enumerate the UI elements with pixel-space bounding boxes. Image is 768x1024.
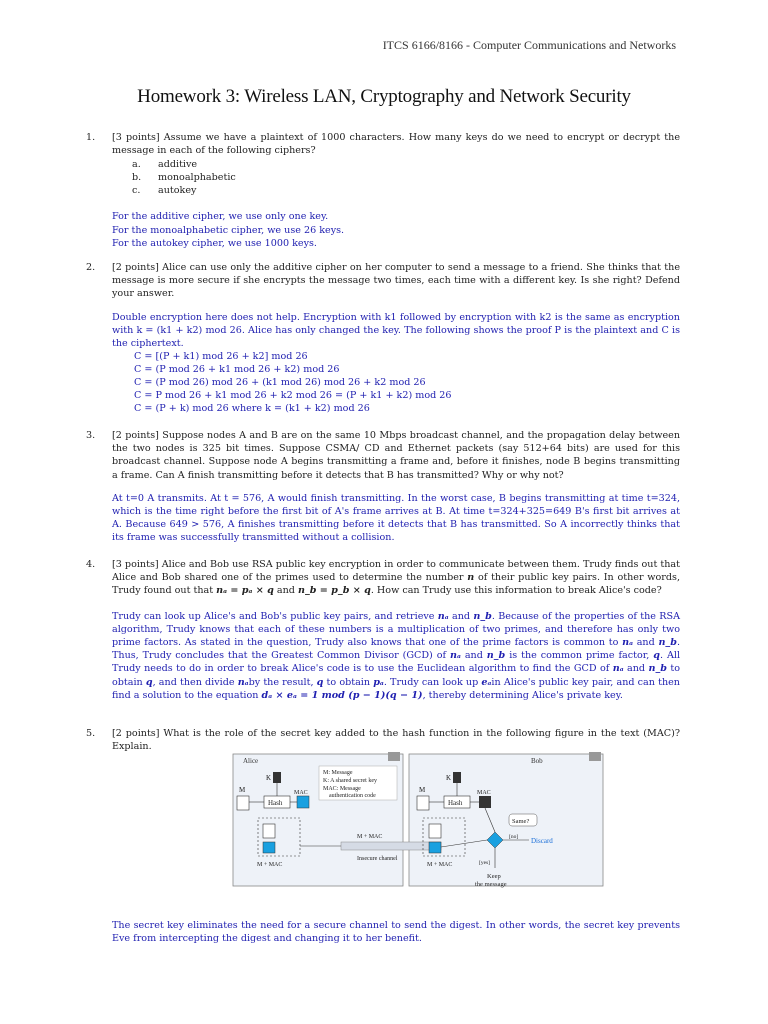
math-symbol: n <box>467 572 475 584</box>
mac-label: MAC <box>477 790 491 796</box>
text-run: [3 points] Alice and Bob use RSA public key encryption in order to communicate between them. Trudy finds out that Alice and Bob shared one of the primes used to determine the number <box>112 559 680 584</box>
text-run: , and then divide <box>152 676 238 688</box>
option-text: additive <box>158 159 198 171</box>
equation-line: C = (P mod 26 + k1 mod 26 + k2) mod 26 <box>134 364 340 376</box>
insecure-channel <box>341 842 441 850</box>
question-text <box>112 558 680 598</box>
question-1 <box>88 131 680 250</box>
mac-block <box>429 842 441 853</box>
math-symbol: n_b <box>658 637 677 649</box>
text-run: by the result, <box>248 676 317 688</box>
text-run: . How can Trudy use this information to break Alice's code? <box>370 585 662 597</box>
packet-label: M + MAC <box>257 862 283 868</box>
mac-block <box>479 796 491 808</box>
legend-line: MAC: Message <box>323 786 361 792</box>
question-number: 3. <box>86 430 96 441</box>
option-text: autokey <box>158 185 197 197</box>
text-run: Trudy can look up Alice's and Bob's public key pairs, and retrieve <box>112 610 438 622</box>
question-number: 1. <box>86 132 96 143</box>
math-expression: nₐ = pₐ × q <box>216 585 274 597</box>
option-letter: b. <box>132 172 142 184</box>
alice-label: Alice <box>243 757 259 765</box>
message-doc-icon <box>263 824 275 838</box>
question-4 <box>88 558 680 702</box>
key-icon <box>453 772 461 783</box>
text-run: . Trudy can look up <box>383 676 482 688</box>
math-symbol: nₐ <box>622 637 634 649</box>
text-run: . Because of the properties of the RSA algorithm, Trudy knows that each of these numbers is a multiplication of two primes, and therefore has only two prime factors. As stated in the question, Trudy also knows that one of the prime factors is common to <box>112 610 680 649</box>
channel-caption: Insecure channel <box>357 856 398 862</box>
hash-label: Hash <box>448 799 463 807</box>
equation-line: C = P mod 26 + k1 mod 26 + k2 mod 26 = (P + k1 + k2) mod 26 <box>134 390 452 402</box>
channel-label: M + MAC <box>357 834 383 840</box>
mac-diagram <box>231 752 607 910</box>
math-symbol: nₐ <box>449 650 461 662</box>
math-symbol: nₐ <box>237 676 249 688</box>
math-symbol: nₐ <box>612 663 624 675</box>
option-item <box>132 158 680 171</box>
keep-label: the message <box>475 881 507 888</box>
answer-text: At t=0 A transmits. At t = 576, A would finish transmitting. In the worst case, B begins transmitting at time t=324, which is the time right before the first bit of A's frame arrives at B. At time t=324+325=649 B's first bit arrives at A. Because 649 > 576, A finishes transmitting before it detects that B has transmitted. So A incorrectly thinks that its frame was successfully transmitted without a collision. <box>112 492 680 544</box>
text-run: , thereby determining Alice's private key. <box>422 689 623 701</box>
answer-block <box>112 210 680 250</box>
math-expression: dₐ × eₐ = 1 mod (p − 1)(q − 1) <box>261 689 423 701</box>
mac-label: MAC <box>294 790 308 796</box>
same-label: Same? <box>512 818 530 825</box>
question-number: 5. <box>86 728 96 739</box>
option-item <box>132 171 680 184</box>
key-icon <box>273 772 281 783</box>
text-run: and <box>273 585 298 597</box>
course-header: ITCS 6166/8166 - Computer Communications and Networks <box>382 38 676 52</box>
packet-label: M + MAC <box>427 862 453 868</box>
math-symbol: n_b <box>486 650 506 662</box>
answer-block <box>112 919 680 945</box>
question-text: [2 points] What is the role of the secret key added to the hash function in the following figure in the text (MAC)? Explain. <box>112 728 680 753</box>
page-title: Homework 3: Wireless LAN, Cryptography and Network Security <box>137 86 631 107</box>
message-doc-icon <box>417 796 429 810</box>
question-5 <box>88 727 680 753</box>
keep-label: Keep <box>487 873 501 880</box>
answer-line: For the autokey cipher, we use 1000 keys. <box>112 237 317 249</box>
message-label: M <box>239 786 246 794</box>
text-run: and <box>460 650 487 662</box>
legend-line: M: Message <box>323 770 353 776</box>
text-run: and <box>633 637 659 649</box>
message-label: M <box>419 786 426 794</box>
hash-label: Hash <box>268 799 283 807</box>
question-3 <box>88 429 680 545</box>
key-label: K <box>266 774 272 782</box>
question-text: [3 points] Assume we have a plaintext of 1000 characters. How many keys do we need to encrypt or decrypt the message in each of the following ciphers? <box>112 132 680 157</box>
text-run: . All Trudy needs to do in order to break Alice's code is to use the Euclidean algorithm to find the GCD of <box>112 650 681 675</box>
bob-label: Bob <box>531 757 543 765</box>
math-symbol: n_b <box>648 663 667 675</box>
text-run: is the common prime factor, <box>505 650 654 662</box>
question-number: 2. <box>86 262 96 273</box>
answer-line: For the additive cipher, we use only one key. <box>112 211 329 223</box>
answer-text: The secret key eliminates the need for a secure channel to send the digest. In other words, the secret key prevents Eve from intercepting the digest and changing it to her benefit. <box>112 920 680 945</box>
option-item <box>132 184 680 197</box>
option-letter: c. <box>132 185 141 197</box>
message-doc-icon <box>429 824 441 838</box>
answer-block <box>112 311 680 416</box>
no-label: [no] <box>509 834 519 840</box>
text-run: of their public key pairs. In other words, Trudy found out that <box>112 572 680 597</box>
equation-line: C = (P mod 26) mod 26 + (k1 mod 26) mod 26 + k2 mod 26 <box>134 377 426 389</box>
question-2 <box>88 261 680 415</box>
text-run: and <box>448 610 474 622</box>
yes-label: [yes] <box>479 860 490 866</box>
equation-line: C = [(P + k1) mod 26 + k2] mod 26 <box>134 351 308 363</box>
question-text: [2 points] Alice can use only the additive cipher on her computer to send a message to a friend. She thinks that the message is more secure if she encrypts the message two times, each time with a different key. Is she right? Defend your answer. <box>112 262 680 300</box>
math-symbol: q <box>145 676 153 688</box>
discard-label: Discard <box>531 837 553 845</box>
legend-line: K: A shared secret key <box>323 778 377 784</box>
text-run: in Alice's public key pair, and can then find a solution to the equation <box>112 676 680 701</box>
key-label: K <box>446 774 452 782</box>
mac-block <box>263 842 275 853</box>
bob-computer-icon <box>589 752 601 761</box>
answer-block <box>112 610 680 702</box>
math-symbol: pₐ <box>373 676 384 688</box>
question-text: [2 points] Suppose nodes A and B are on the same 10 Mbps broadcast channel, and the propagation delay between the two nodes is 325 bit times. Suppose CSMA/ CD and Ethernet packets (say 512+64 bits) are used for this broadcast channel. Suppose node A begins transmitting a frame and, before it finishes, node B begins transmitting a frame. Can A finish transmitting before it detects that B has transmitted? Why or why not? <box>112 430 680 481</box>
answer-text: Double encryption here does not help. Encryption with k1 followed by encryption with k2 is the same as encryption with k = (k1 + k2) mod 26. Alice has only changed the key. The following shows the proof P is the plaintext and C is the ciphertext. <box>112 311 680 350</box>
question-5-answer <box>88 919 680 945</box>
mac-diagram-svg <box>231 752 607 910</box>
text-run: to obtain <box>112 663 681 688</box>
question-number: 4. <box>86 559 96 570</box>
text-run: . Thus, Trudy concludes that the Greatest Common Divisor (GCD) of <box>112 637 680 662</box>
math-expression: n_b = p_b × q <box>297 585 371 597</box>
math-symbol: q <box>653 650 660 662</box>
legend-line: authentication code <box>329 793 376 799</box>
message-doc-icon <box>237 796 249 810</box>
math-symbol: n_b <box>473 610 492 622</box>
text-run: and <box>623 663 649 675</box>
math-symbol: nₐ <box>437 610 449 622</box>
math-symbol: eₐ <box>481 676 492 688</box>
text-run: to obtain <box>323 676 374 688</box>
mac-block <box>297 796 309 808</box>
alice-computer-icon <box>388 752 400 761</box>
option-letter: a. <box>132 159 141 171</box>
equation-line: C = (P + k) mod 26 where k = (k1 + k2) mod 26 <box>134 403 370 415</box>
option-text: monoalphabetic <box>158 172 236 184</box>
answer-line: For the monoalphabetic cipher, we use 26 keys. <box>112 224 345 236</box>
answer-block <box>112 492 680 545</box>
option-list <box>132 158 680 197</box>
math-symbol: q <box>316 676 324 688</box>
